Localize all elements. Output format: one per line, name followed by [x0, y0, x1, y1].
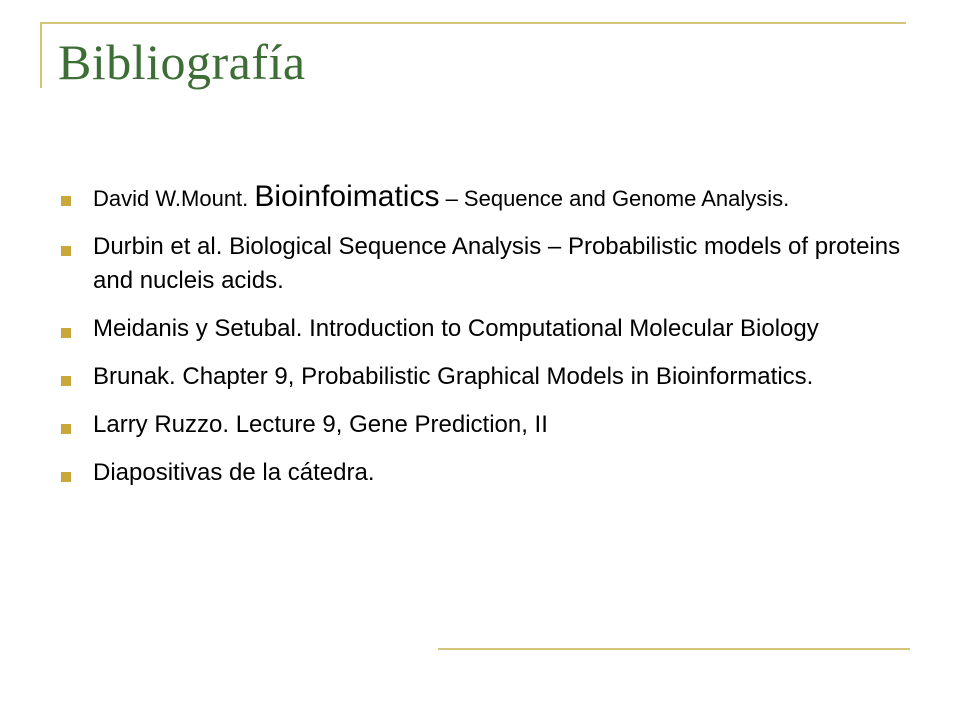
- square-bullet-icon: [61, 424, 71, 434]
- reference-text: Brunak. Chapter 9, Probabilistic Graphical Models in Bioinformatics.: [93, 363, 814, 390]
- list-item: [0, 312, 960, 346]
- square-bullet-icon: [61, 196, 71, 206]
- reference-text: Durbin et al. Biological Sequence Analysis – Probabilistic models of proteins and nucleis acids.: [93, 233, 901, 294]
- slide-title: Bibliografía: [58, 34, 306, 90]
- left-decorative-rule: [40, 22, 42, 88]
- list-item: [0, 456, 960, 490]
- square-bullet-icon: [61, 246, 71, 256]
- reference-title-emphasis: Bioinfoimatics: [254, 180, 440, 213]
- reference-author: David W.Mount.: [93, 186, 255, 211]
- reference-text: Larry Ruzzo. Lecture 9, Gene Prediction, II: [93, 411, 548, 438]
- reference-text: Diapositivas de la cátedra.: [93, 459, 375, 486]
- square-bullet-icon: [61, 472, 71, 482]
- list-item: [0, 180, 960, 216]
- list-item: [0, 408, 960, 442]
- bibliography-list: [0, 180, 960, 504]
- top-decorative-rule: [40, 22, 906, 24]
- list-item: [0, 230, 960, 298]
- reference-subtitle: – Sequence and Genome Analysis.: [439, 186, 790, 211]
- square-bullet-icon: [61, 376, 71, 386]
- bottom-decorative-rule: [438, 648, 910, 650]
- list-item: [0, 360, 960, 394]
- square-bullet-icon: [61, 328, 71, 338]
- reference-text: Meidanis y Setubal. Introduction to Computational Molecular Biology: [93, 315, 819, 342]
